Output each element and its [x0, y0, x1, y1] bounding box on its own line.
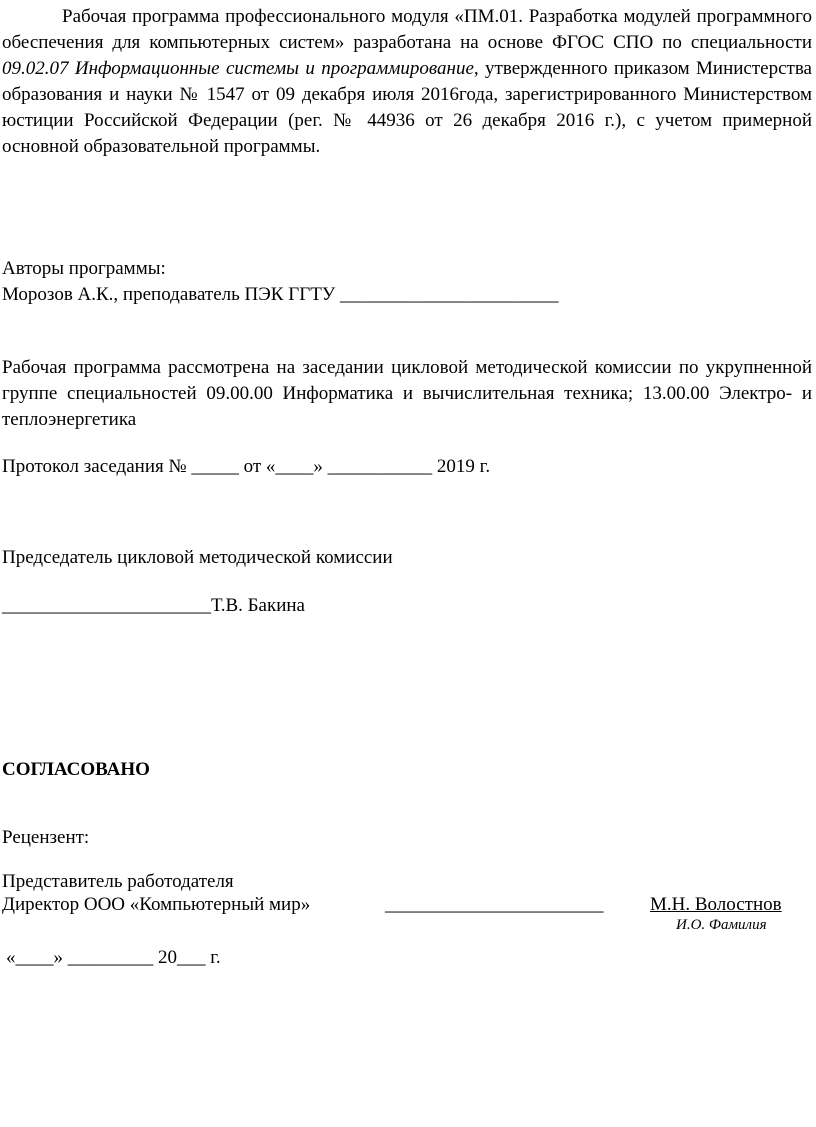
- intro-paragraph: [2, 4, 812, 160]
- approval-heading: СОГЛАСОВАНО: [2, 759, 150, 780]
- name-caption: И.О. Фамилия: [676, 917, 767, 933]
- intro-text-part2: , утвержденного приказом Министерства образования и науки № 1547 от 09 декабря июля 2016года, зарегистрированного Министерством юстиции Российской Федерации (рег. № 44936 от 26 декабря 2016 г.), с учетом примерной основной образовательной программы.: [2, 58, 812, 157]
- intro-text-part1: Рабочая программа профессионального модуля «ПМ.01. Разработка модулей программного обеспечения для компьютерных систем» разработана на основе ФГОС СПО по специальности: [2, 6, 812, 53]
- protocol-line: Протокол заседания № _____ от «____» ___________ 2019 г.: [2, 456, 491, 477]
- director-name: М.Н. Волостнов: [650, 894, 782, 915]
- review-paragraph: Рабочая программа рассмотрена на заседании цикловой методической комиссии по укрупненной группе специальностей 09.00.00 Информатика и вычислительная техника; 13.00.00 Электро- и теплоэнергетика: [2, 357, 812, 430]
- specialty-code-name: 09.02.07 Информационные системы и программирование: [2, 58, 474, 79]
- director-signature-blank: _______________________: [385, 894, 604, 915]
- chair-title: Председатель цикловой методической комиссии: [2, 547, 393, 568]
- director-title: Директор ООО «Компьютерный мир»: [2, 894, 311, 915]
- employer-label: Представитель работодателя: [2, 871, 234, 892]
- authors-heading: Авторы программы:: [2, 258, 166, 279]
- author-line: Морозов А.К., преподаватель ПЭК ГГТУ _______________________: [2, 284, 559, 305]
- reviewer-label: Рецензент:: [2, 827, 90, 848]
- approval-date-line: «____» _________ 20___ г.: [6, 947, 221, 968]
- chair-signature-line: ______________________Т.В. Бакина: [2, 595, 305, 616]
- director-signature-row: [2, 893, 812, 917]
